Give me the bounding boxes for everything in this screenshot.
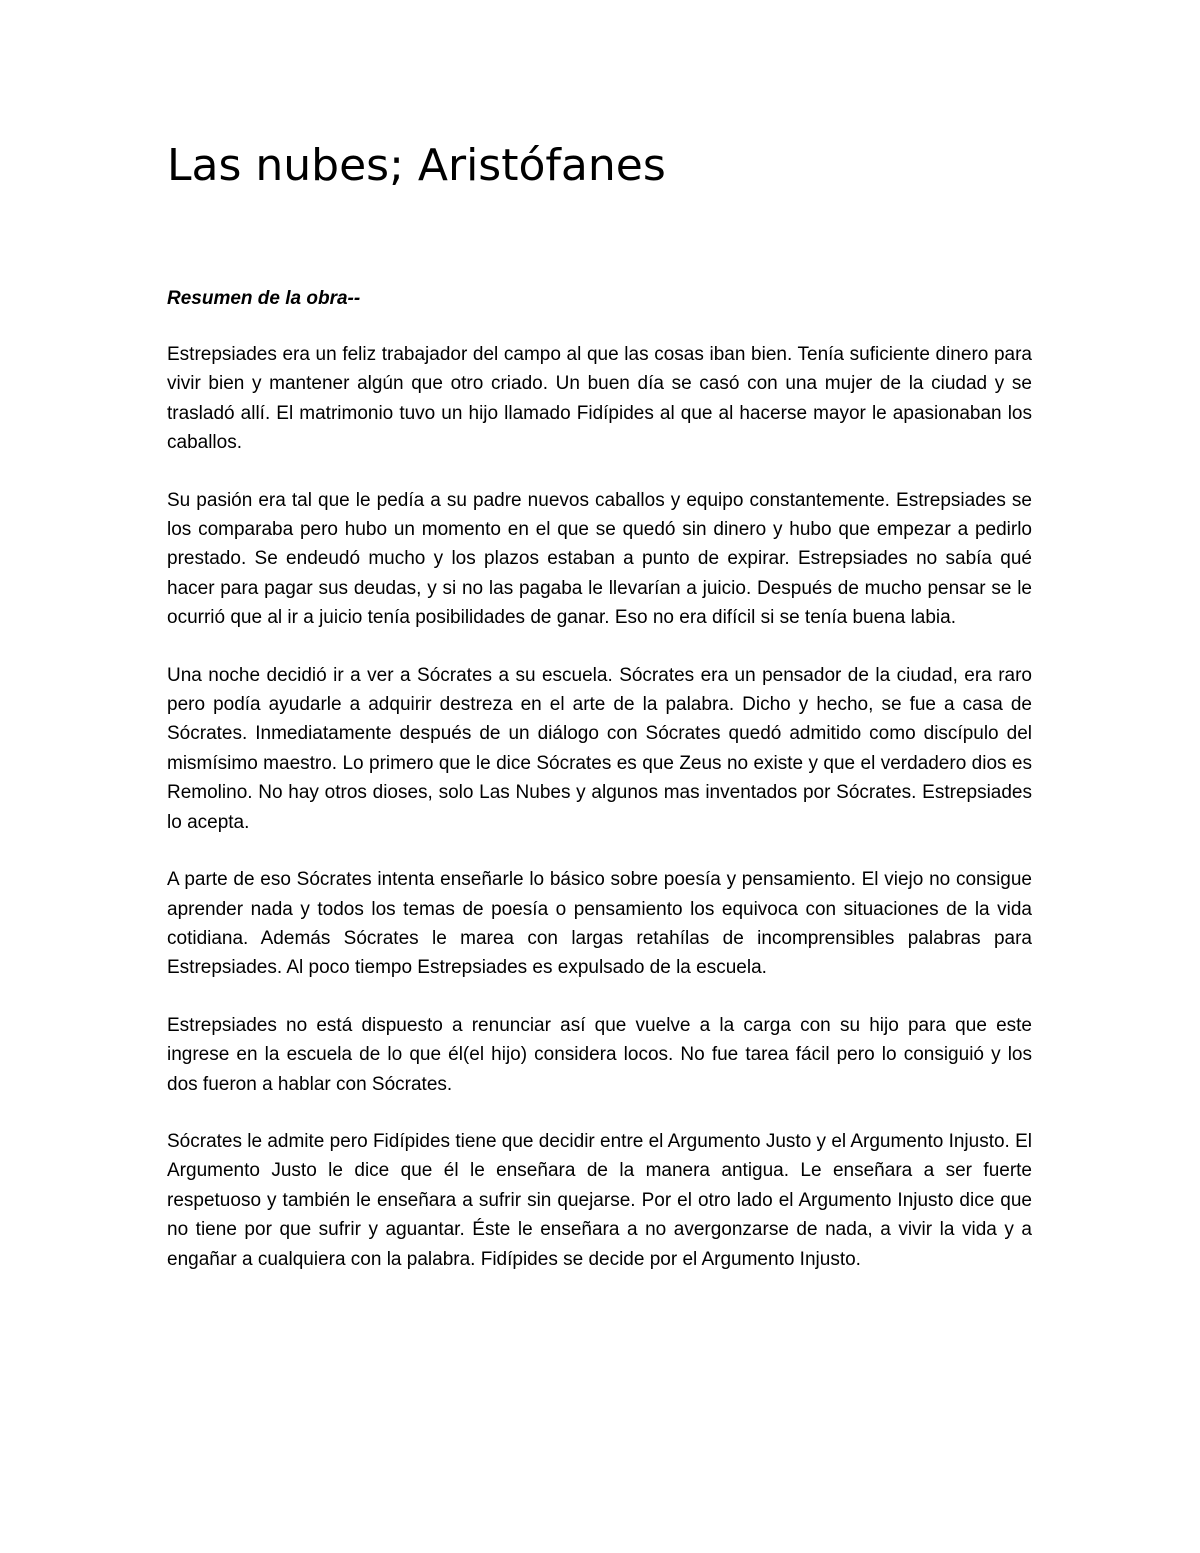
paragraph-6: Sócrates le admite pero Fidípides tiene que decidir entre el Argumento Justo y el Argumento Injusto. El Argumento Justo le dice que él le enseñara de la manera antigua. Le enseñara a ser fuerte respetuoso y también le enseñara a sufrir sin quejarse. Por el otro lado el Argumento Injusto dice que no tiene por que sufrir y aguantar. Éste le enseñara a no avergonzarse de nada, a vivir la vida y a engañar a cualquiera con la palabra. Fidípides se decide por el Argumento Injusto.	[167, 1130, 1032, 1270]
section-heading: Resumen de la obra--	[167, 288, 361, 309]
document-body	[167, 340, 1032, 1302]
paragraph-2: Su pasión era tal que le pedía a su padre nuevos caballos y equipo constantemente. Estrepsiades se los comparaba pero hubo un momento en el que se quedó sin dinero y hubo que empezar a pedirlo prestado. Se endeudó mucho y los plazos estaban a punto de expirar. Estrepsiades no sabía qué hacer para pagar sus deudas, y si no las pagaba le llevarían a juicio. Después de mucho pensar se le ocurrió que al ir a juicio tenía posibilidades de ganar. Eso no era difícil si se tenía buena labia.	[167, 489, 1032, 629]
paragraph-5: Estrepsiades no está dispuesto a renunciar así que vuelve a la carga con su hijo para que este ingrese en la escuela de lo que él(el hijo) considera locos. No fue tarea fácil pero lo consiguió y los dos fueron a hablar con Sócrates.	[167, 1014, 1032, 1095]
paragraph-4: A parte de eso Sócrates intenta enseñarle lo básico sobre poesía y pensamiento. El viejo no consigue aprender nada y todos los temas de poesía o pensamiento los equivoca con situaciones de la vida cotidiana. Además Sócrates le marea con largas retahílas de incomprensibles palabras para Estrepsiades. Al poco tiempo Estrepsiades es expulsado de la escuela.	[167, 869, 1032, 979]
paragraph-1: Estrepsiades era un feliz trabajador del campo al que las cosas iban bien. Tenía suficiente dinero para vivir bien y mantener algún que otro criado. Un buen día se casó con una mujer de la ciudad y se trasladó allí. El matrimonio tuvo un hijo llamado Fidípides al que al hacerse mayor le apasionaban los caballos.	[167, 344, 1032, 454]
document-title: Las nubes; Aristófanes	[167, 140, 666, 191]
paragraph-3: Una noche decidió ir a ver a Sócrates a su escuela. Sócrates era un pensador de la ciudad, era raro pero podía ayudarle a adquirir destreza en el arte de la palabra. Dicho y hecho, se fue a casa de Sócrates. Inmediatamente después de un diálogo con Sócrates quedó admitido como discípulo del mismísimo maestro. Lo primero que le dice Sócrates es que Zeus no existe y que el verdadero dios es Remolino. No hay otros dioses, solo Las Nubes y algunos mas inventados por Sócrates. Estrepsiades lo acepta.	[167, 664, 1032, 833]
